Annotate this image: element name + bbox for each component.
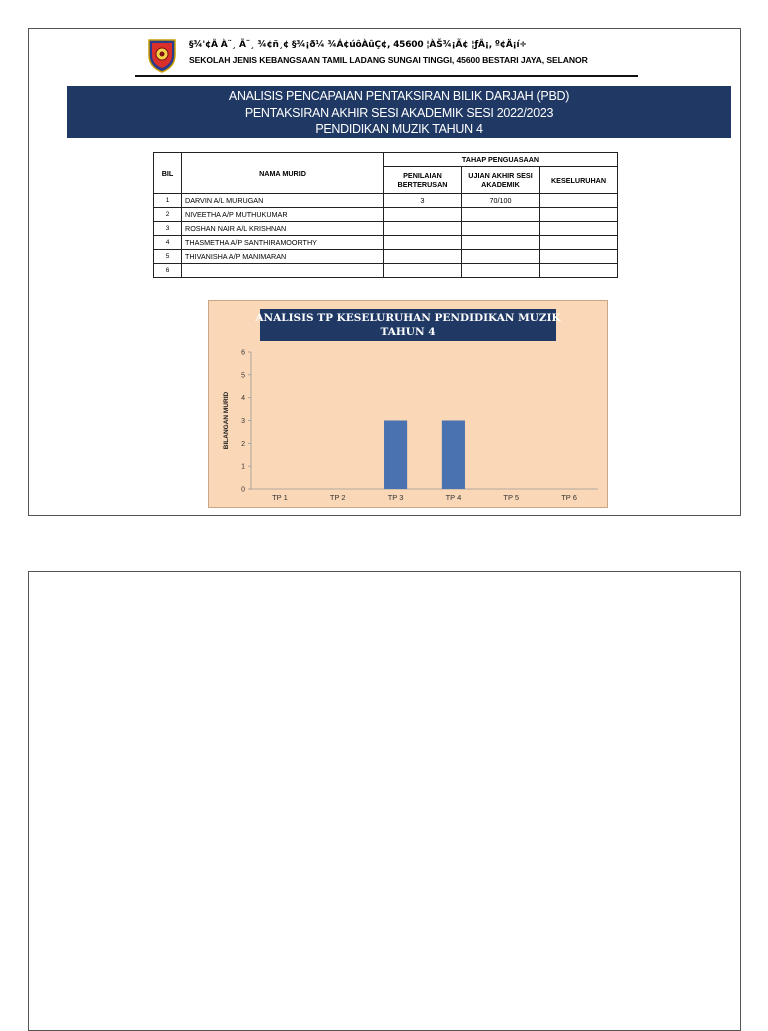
banner-title-line-1: ANALISIS PENCAPAIAN PENTAKSIRAN BILIK DARJAH (PBD) <box>228 89 570 103</box>
table-header-row-1 <box>154 153 618 167</box>
school-crest-icon <box>147 37 177 73</box>
cell-ujian <box>462 250 540 264</box>
y-tick-label: 0 <box>241 486 245 494</box>
cell-ujian <box>462 264 540 278</box>
table-row <box>154 250 618 264</box>
cell-nama <box>182 264 384 278</box>
document-page-2 <box>28 571 741 1031</box>
x-tick-label: TP 4 <box>445 493 462 502</box>
cell-bil: 5 <box>154 250 182 264</box>
cell-keseluruhan <box>540 236 618 250</box>
y-tick-label: 2 <box>241 440 245 448</box>
col-header-tahap-penguasaan: TAHAP PENGUASAAN <box>384 153 618 167</box>
cell-penilaian <box>384 264 462 278</box>
table-row <box>154 208 618 222</box>
y-tick-label: 5 <box>241 372 245 380</box>
x-tick-label: TP 5 <box>503 493 520 502</box>
y-tick-label: 1 <box>241 463 245 471</box>
col-header-bil: BIL <box>154 153 182 194</box>
cell-bil: 3 <box>154 222 182 236</box>
school-name-tamil: §¾'¢Â À¨¸ Ã¨¸ ¾¢ñ¸¢ §¾¡ð¼ ¾Á¢úôÀûÇ¢, 45600 ¦ÀŠ¾¡Ã¢ ¦ƒÂ¡, º¢Ä¡í÷ <box>189 40 527 50</box>
cell-keseluruhan <box>540 222 618 236</box>
col-header-penilaian: PENILAIAN BERTERUSAN <box>384 167 462 194</box>
cell-nama: THIVANISHA A/P MANIMARAN <box>182 250 384 264</box>
cell-keseluruhan <box>540 264 618 278</box>
table-row <box>154 236 618 250</box>
banner-title-line-2: PENTAKSIRAN AKHIR SESI AKADEMIK SESI 2022/2023 <box>244 105 554 120</box>
cell-ujian <box>462 236 540 250</box>
cell-ujian <box>462 222 540 236</box>
y-tick-label: 3 <box>241 418 245 425</box>
table-row <box>154 222 618 236</box>
x-tick-label: TP 2 <box>329 493 346 502</box>
table-row <box>154 194 618 208</box>
cell-penilaian <box>384 236 462 250</box>
x-tick-label: TP 6 <box>561 493 577 502</box>
cell-penilaian: 3 <box>384 194 462 208</box>
y-axis-label: BILANGAN MURID <box>223 391 230 450</box>
y-tick-label: 4 <box>241 395 245 403</box>
cell-bil: 1 <box>154 194 182 208</box>
cell-bil: 4 <box>154 236 182 250</box>
cell-penilaian <box>384 250 462 264</box>
cell-keseluruhan <box>540 250 618 264</box>
header-divider <box>135 75 638 77</box>
cell-nama: THASMETHA A/P SANTHIRAMOORTHY <box>182 236 384 250</box>
chart-title-line-2: TAHUN 4 <box>380 326 436 338</box>
cell-bil: 2 <box>154 208 182 222</box>
document-page-1 <box>28 28 741 516</box>
cell-nama: NIVEETHA A/P MUTHUKUMAR <box>182 208 384 222</box>
cell-nama: ROSHAN NAIR A/L KRISHNAN <box>182 222 384 236</box>
cell-penilaian <box>384 208 462 222</box>
cell-keseluruhan <box>540 208 618 222</box>
cell-ujian: 70/100 <box>462 194 540 208</box>
col-header-nama-murid: NAMA MURID <box>182 153 384 194</box>
cell-bil: 6 <box>154 264 182 278</box>
cell-ujian <box>462 208 540 222</box>
tp-bar-chart <box>208 300 608 508</box>
chart-bar <box>384 421 407 490</box>
chart-title-line-1: ANALISIS TP KESELURUHAN PENDIDIKAN MUZIK <box>255 312 561 324</box>
x-tick-label: TP 3 <box>387 493 404 502</box>
cell-penilaian <box>384 222 462 236</box>
col-header-ujian: UJIAN AKHIR SESI AKADEMIK <box>462 167 540 194</box>
cell-nama: DARVIN A/L MURUGAN <box>182 194 384 208</box>
student-marks-table <box>153 152 618 278</box>
col-header-keseluruhan: KESELURUHAN <box>540 167 618 194</box>
chart-bar <box>442 421 465 490</box>
y-tick-label: 6 <box>241 349 245 357</box>
cell-keseluruhan <box>540 194 618 208</box>
x-tick-label: TP 1 <box>272 493 288 502</box>
table-row <box>154 264 618 278</box>
school-name-malay: SEKOLAH JENIS KEBANGSAAN TAMIL LADANG SUNGAI TINGGI, 45600 BESTARI JAYA, SELANOR <box>189 55 588 65</box>
title-banner <box>67 86 731 138</box>
banner-title-line-3: PENDIDIKAN MUZIK TAHUN 4 <box>315 122 483 136</box>
